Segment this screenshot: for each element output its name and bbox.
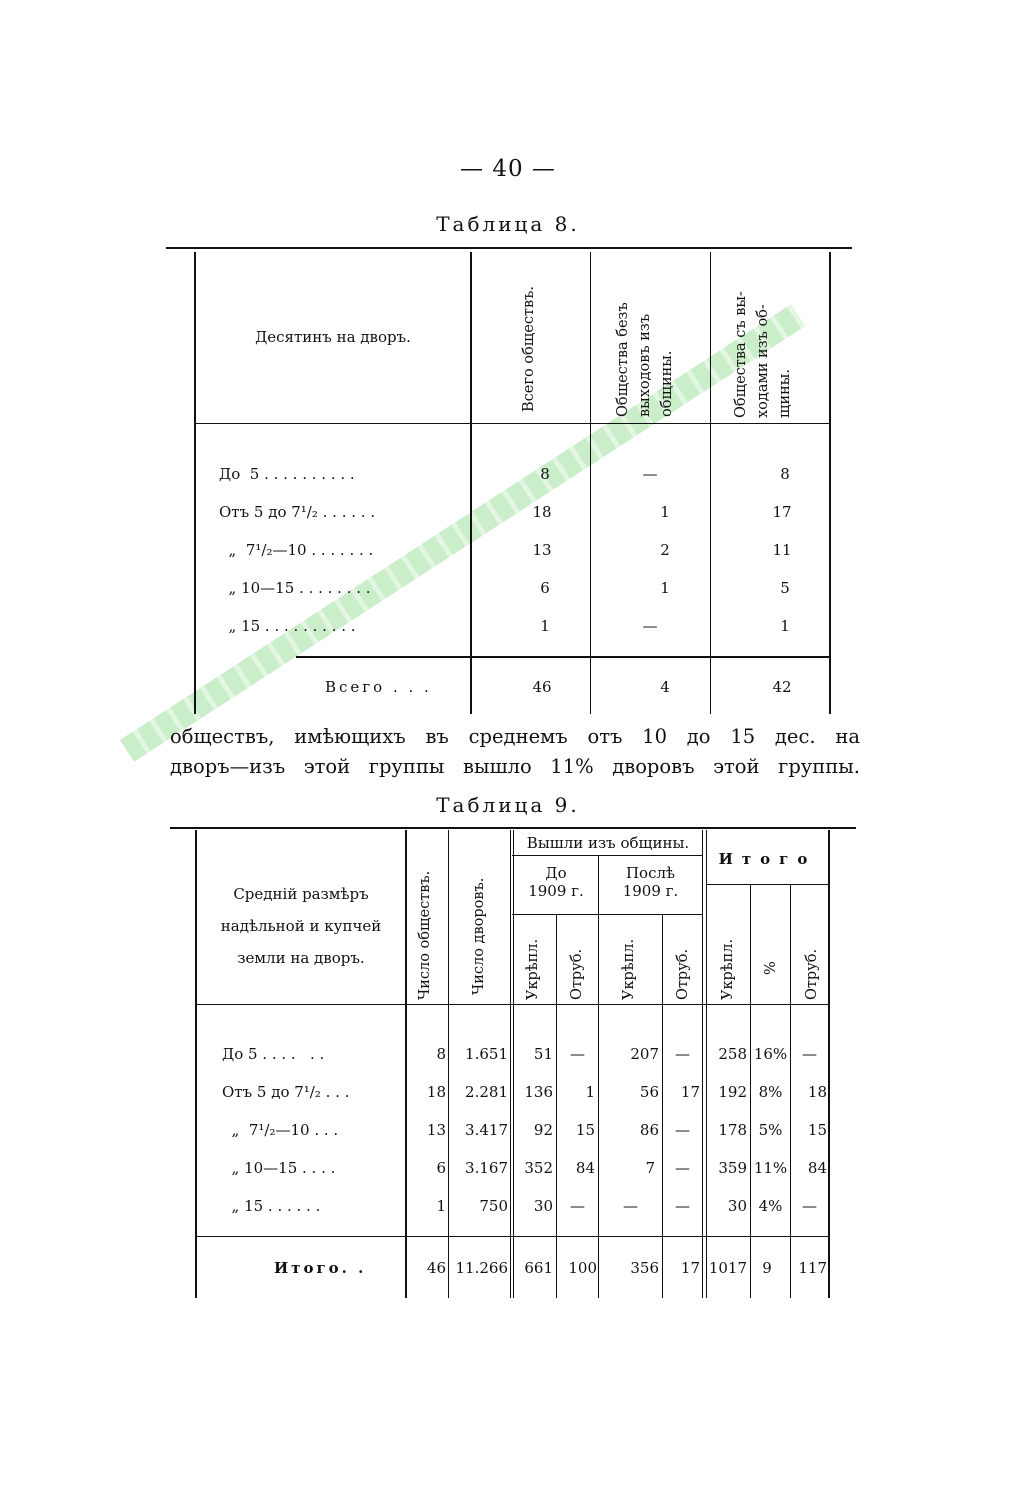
- table9-header-after-ukrep: Укрѣпл.: [621, 938, 637, 1000]
- table9-header-after: Послѣ 1909 г.: [622, 864, 679, 900]
- paragraph-line-2: дворъ—изъ этой группы вышло 11% дворовъ этой группы.: [170, 755, 860, 778]
- table9-header-before-ukrep: Укрѣпл.: [525, 938, 541, 1000]
- table8-header-without: Общества безъ выходовъ изъ общины.: [615, 302, 675, 417]
- table9-header-households: Число дворовъ.: [471, 877, 487, 995]
- table8-caption: Таблица 8.: [436, 212, 580, 236]
- table9-header-left: Вышли изъ общины.: [526, 834, 690, 852]
- page-number: — 40 —: [460, 156, 556, 182]
- table9-header-label: Средній размѣръ надѣльной и купчей земли на дворъ.: [220, 885, 382, 967]
- table9-header-total-otrub: Отруб.: [804, 948, 820, 1000]
- table9-header-before: До 1909 г.: [528, 864, 584, 900]
- table9-header-after-otrub: Отруб.: [675, 948, 691, 1000]
- table9-header-total-pct: %: [763, 961, 779, 975]
- watermark-band: [120, 304, 805, 762]
- table8-header-with: Общества съ вы- ходами изъ об- щины.: [733, 291, 793, 418]
- table9-header-societies: Число обществъ.: [417, 870, 433, 1000]
- table8-header-label: Десятинъ на дворъ.: [255, 328, 411, 346]
- paragraph-line-1: обществъ, имѣющихъ въ среднемъ отъ 10 до 15 дес. на: [170, 725, 860, 748]
- table8-header-total: Всего обществъ.: [521, 286, 537, 412]
- table9-header-before-otrub: Отруб.: [569, 948, 585, 1000]
- table9-caption: Таблица 9.: [436, 793, 580, 817]
- table9-header-total-ukrep: Укрѣпл.: [720, 938, 736, 1000]
- body-paragraph: [170, 722, 860, 782]
- table9-header-total: Итого: [718, 850, 817, 868]
